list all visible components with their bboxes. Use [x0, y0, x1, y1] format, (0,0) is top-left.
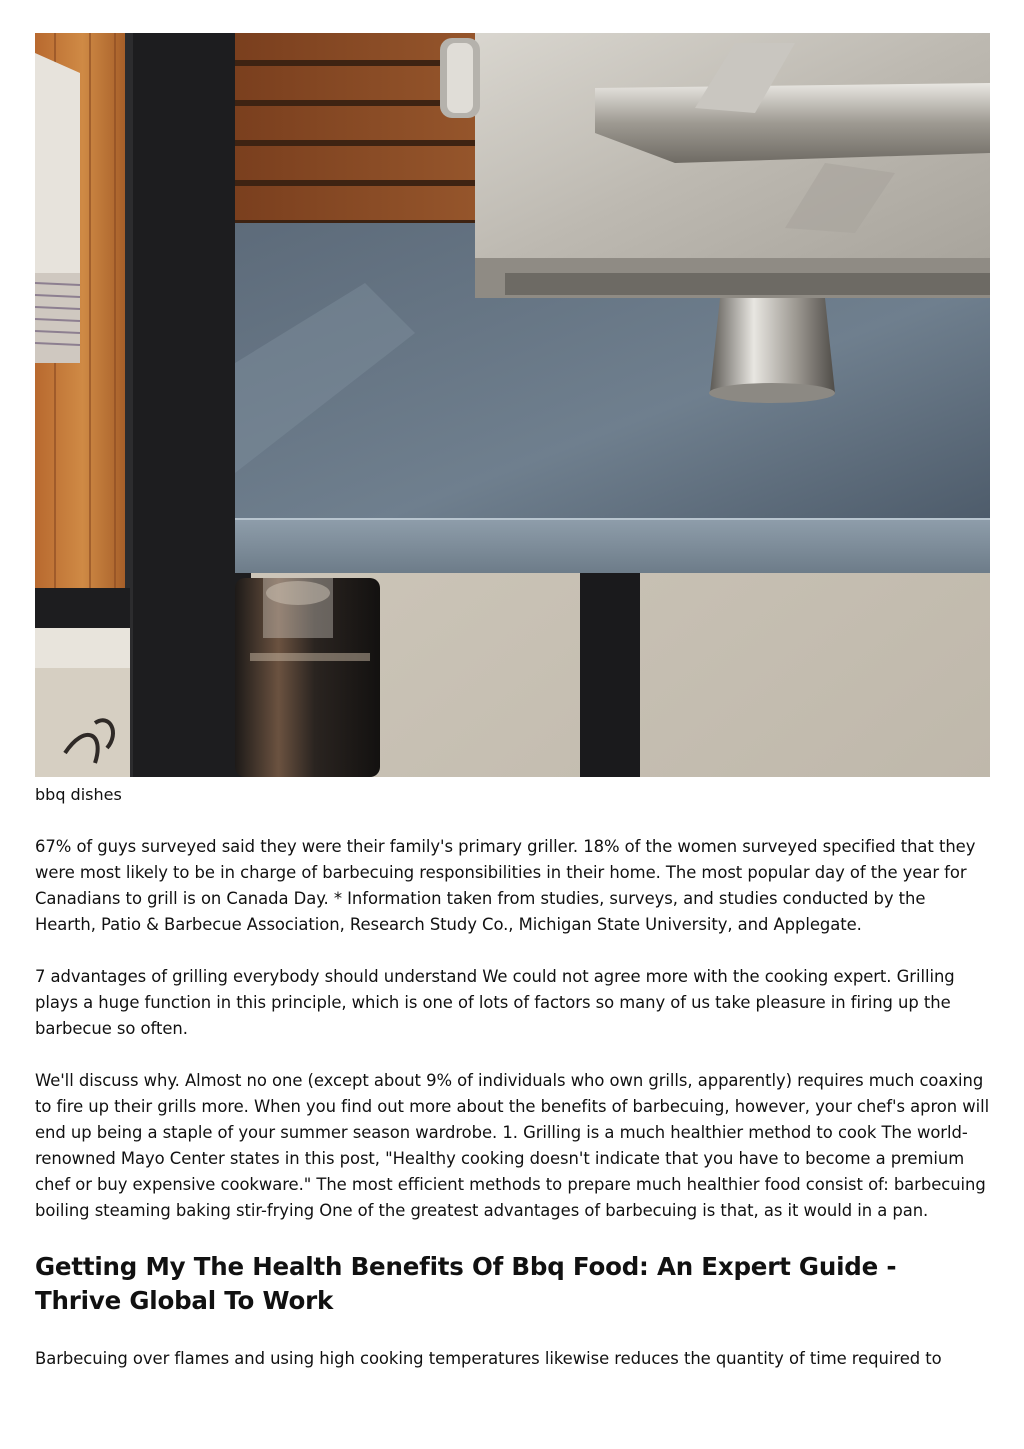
- article: [35, 33, 990, 1372]
- hero-image: [35, 33, 990, 777]
- paragraph-2: 7 advantages of grilling everybody should understand We could not agree more with the cooking expert. Grilling plays a huge function in this principle, which is one of lots of factors so many of us take pleasure in firing up the barbecue so often.: [35, 967, 955, 1038]
- grill-photo-icon: [35, 33, 990, 777]
- paragraph-1: 67% of guys surveyed said they were their family's primary griller. 18% of the women surveyed specified that they were most likely to be in charge of barbecuing responsibilities in their home. The most popular day of the year for Canadians to grill is on Canada Day. * Information taken from studies, surveys, and studies conducted by the Hearth, Patio & Barbecue Association, Research Study Co., Michigan State University, and Applegate.: [35, 837, 976, 934]
- paragraph-4: Barbecuing over flames and using high cooking temperatures likewise reduces the quantity of time required to: [35, 1349, 942, 1368]
- section-heading: Getting My The Health Benefits Of Bbq Food: An Expert Guide - Thrive Global To Work: [35, 1252, 897, 1315]
- paragraph-3: We'll discuss why. Almost no one (except about 9% of individuals who own grills, apparently) requires much coaxing to fire up their grills more. When you find out more about the benefits of barbecuing, however, your chef's apron will end up being a staple of your summer season wardrobe. 1. Grilling is a much healthier method to cook The world-renowned Mayo Center states in this post, "Healthy cooking doesn't indicate that you have to become a premium chef or buy expensive cookware." The most efficient methods to prepare much healthier food consist of: barbecuing boiling steaming baking stir-frying One of the greatest advantages of barbecuing is that, as it would in a pan.: [35, 1071, 990, 1220]
- image-caption: bbq dishes: [35, 785, 122, 804]
